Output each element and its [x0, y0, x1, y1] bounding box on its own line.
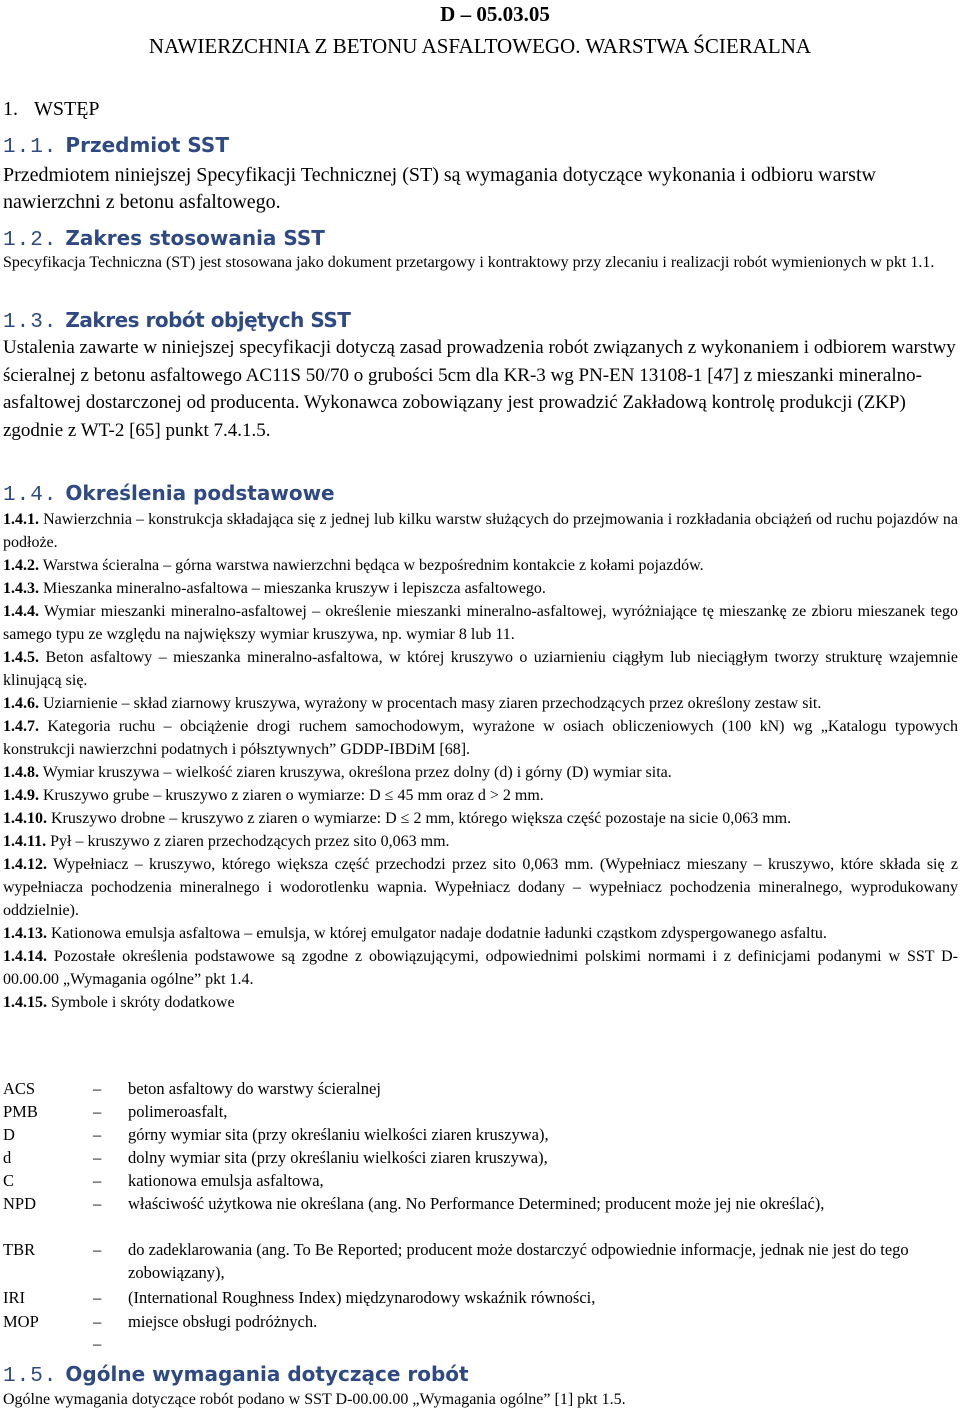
definition-text: Nawierzchnia – konstrukcja składająca się z jednej lub kilku warstw służących do przejmowania i rozkładania obciążeń od ruchu pojazdów na podłoże. [3, 511, 959, 551]
symbol-abbr: TBR [3, 1240, 36, 1259]
definition-text: Uziarnienie – skład ziarnowy kruszywa, wyrażony w procentach masy ziaren przechodzących przez określony zestaw sit. [43, 695, 822, 712]
symbol-desc: polimeroasfalt, [128, 1102, 228, 1121]
heading-1-3 [3, 306, 350, 337]
symbol-dash: – [93, 1102, 102, 1121]
definition-number: 1.4.3. [3, 580, 39, 597]
definition-item [3, 830, 958, 853]
definition-item [3, 577, 958, 600]
definition-text: Wypełniacz – kruszywo, którego większa część przechodzi przez sito 0,063 mm. (Wypełniacz mieszany – kruszywo, które składa się z wypełniacza pochodzenia mineralnego i wodorotlenku wapnia. Wypełniacz dodany – wypełniacz pochodzenia mineralnego, wyprodukowany oddzielnie). [3, 856, 958, 919]
definition-item [3, 945, 958, 991]
definitions-list [3, 508, 958, 1014]
definition-number: 1.4.14. [3, 948, 47, 965]
symbol-abbr: IRI [3, 1288, 25, 1307]
heading-1-5-number: 1.5. [3, 1365, 58, 1388]
symbol-abbr: NPD [3, 1194, 37, 1213]
heading-1-4 [3, 479, 335, 510]
symbol-desc: miejsce obsługi podróżnych. [128, 1312, 318, 1331]
definition-item [3, 761, 958, 784]
symbol-dash: – [93, 1288, 102, 1307]
symbol-desc: do zadeklarowania (ang. To Be Reported; producent może dostarczyć odpowiednie informacje, jednak nie jest do tego zobowiązany), [128, 1240, 909, 1282]
symbol-abbr: MOP [3, 1312, 39, 1331]
heading-1-1-number: 1.1. [3, 136, 58, 159]
heading-1-1 [3, 131, 229, 162]
definition-item [3, 715, 958, 761]
definition-text: Symbole i skróty dodatkowe [51, 994, 235, 1011]
symbol-dash: – [93, 1312, 102, 1331]
heading-1-3-title: Zakres robót objętych SST [65, 308, 351, 332]
definition-number: 1.4.11. [3, 833, 47, 850]
heading-1-2 [3, 224, 325, 255]
symbol-desc: beton asfaltowy do warstwy ścieralnej [128, 1079, 381, 1098]
definition-number: 1.4.7. [3, 718, 39, 735]
stray-dash: – [93, 1334, 102, 1353]
definition-text: Kationowa emulsja asfaltowa – emulsja, w której emulgator nadaje dodatnie ładunki cząstkom zdyspergowanego asfaltu. [51, 925, 827, 942]
definition-item [3, 922, 958, 945]
definition-number: 1.4.5. [3, 649, 39, 666]
definition-number: 1.4.12. [3, 856, 47, 873]
definition-item [3, 646, 958, 692]
definition-number: 1.4.8. [3, 764, 39, 781]
symbol-dash: – [93, 1079, 102, 1098]
section-1-title: WSTĘP [34, 98, 100, 120]
definition-item [3, 853, 958, 922]
symbol-abbr: C [3, 1171, 15, 1190]
definition-number: 1.4.6. [3, 695, 39, 712]
definition-item [3, 600, 958, 646]
definition-number: 1.4.10. [3, 810, 47, 827]
definition-item [3, 508, 958, 554]
definition-number: 1.4.9. [3, 787, 39, 804]
definition-item [3, 554, 958, 577]
symbol-dash: – [93, 1240, 102, 1259]
symbol-desc: górny wymiar sita (przy określaniu wielkości ziaren kruszywa), [128, 1125, 549, 1144]
paragraph-1-2: Specyfikacja Techniczna (ST) jest stosowana jako dokument przetargowy i kontraktowy przy zlecaniu i realizacji robót wymienionych w pkt 1.1. [3, 254, 935, 271]
definition-text: Kruszywo grube – kruszywo z ziaren o wymiarze: D ≤ 45 mm oraz d > 2 mm. [43, 787, 544, 804]
definition-text: Kategoria ruchu – obciążenie drogi ruchem samochodowym, wyrażone w osiach obliczeniowych (100 kN) wg „Katalogu typowych konstrukcji nawierzchni podatnych i półsztywnych” GDDP-IBDiM [68]. [3, 718, 959, 758]
definition-number: 1.4.2. [3, 557, 39, 574]
definition-item [3, 807, 958, 830]
section-1-number: 1. [3, 98, 18, 120]
definition-text: Wymiar kruszywa – wielkość ziaren kruszywa, określona przez dolny (d) i górny (D) wymiar sita. [42, 764, 672, 781]
definition-text: Kruszywo drobne – kruszywo z ziaren o wymiarze: D ≤ 2 mm, którego większa część pozostaje na sicie 0,063 mm. [51, 810, 792, 827]
definition-item [3, 692, 958, 715]
symbol-desc: (International Roughness Index) międzynarodowy wskaźnik równości, [128, 1288, 596, 1307]
definition-number: 1.4.13. [3, 925, 47, 942]
definition-item [3, 784, 958, 807]
definition-text: Pozostałe określenia podstawowe są zgodne z obowiązującymi, odpowiednimi polskimi normami i z definicjami podanymi w SST D-00.00.00 „Wymagania ogólne” pkt 1.4. [3, 948, 959, 988]
heading-1-2-number: 1.2. [3, 229, 58, 252]
paragraph-1-5: Ogólne wymagania dotyczące robót podano w SST D-00.00.00 „Wymagania ogólne” [1] pkt 1.5. [3, 1391, 626, 1408]
symbol-desc: właściwość użytkowa nie określana (ang. No Performance Determined; producent może jej nie określać), [128, 1194, 825, 1213]
heading-1-2-title: Zakres stosowania SST [65, 226, 325, 250]
symbol-abbr: PMB [3, 1102, 38, 1121]
symbol-dash: – [93, 1125, 102, 1144]
definition-item [3, 991, 958, 1014]
definition-text: Beton asfaltowy – mieszanka mineralno-asfaltowa, w której kruszywo o uziarnieniu ciągłym lub nieciągłym tworzy strukturę wzajemnie klinującą się. [3, 649, 959, 689]
spec-code: D – 05.03.05 [440, 2, 550, 26]
definition-number: 1.4.4. [3, 603, 39, 620]
section-1-heading [3, 96, 100, 122]
paragraph-1-3: Ustalenia zawarte w niniejszej specyfikacji dotyczą zasad prowadzenia robót związanych z wykonaniem i odbiorem warstwy ścieralnej z betonu asfaltowego AC11S 50/70 o grubości 5cm dla KR-3 wg PN-EN 13108-1 [47] z mieszanki mineralno-asfaltowej dostarczonej od producenta. Wykonawca zobowiązany jest prowadzić Zakładową kontrolę produkcji (ZKP) zgodnie z WT-2 [65] punkt 7.4.1.5. [3, 337, 956, 441]
heading-1-5-title: Ogólne wymagania dotyczące robót [65, 1362, 469, 1386]
heading-1-4-title: Określenia podstawowe [65, 481, 335, 505]
symbol-dash: – [93, 1171, 102, 1190]
definition-text: Pył – kruszywo z ziaren przechodzących przez sito 0,063 mm. [50, 833, 450, 850]
heading-1-1-title: Przedmiot SST [65, 133, 229, 157]
heading-1-4-number: 1.4. [3, 484, 58, 507]
heading-1-5 [3, 1360, 469, 1391]
symbol-abbr: d [3, 1148, 12, 1167]
paragraph-1-1: Przedmiotem niniejszej Specyfikacji Technicznej (ST) są wymagania dotyczące wykonania i odbioru warstw nawierzchni z betonu asfaltowego. [3, 164, 876, 213]
definition-text: Warstwa ścieralna – górna warstwa nawierzchni będąca w bezpośrednim kontakcie z kołami pojazdów. [42, 557, 704, 574]
definition-number: 1.4.1. [3, 511, 39, 528]
definition-number: 1.4.15. [3, 994, 47, 1011]
symbol-desc: kationowa emulsja asfaltowa, [128, 1171, 324, 1190]
symbol-abbr: ACS [3, 1079, 36, 1098]
symbol-dash: – [93, 1148, 102, 1167]
symbol-dash: – [93, 1194, 102, 1213]
heading-1-3-number: 1.3. [3, 311, 58, 334]
symbol-desc: dolny wymiar sita (przy określaniu wielkości ziaren kruszywa), [128, 1148, 548, 1167]
symbol-abbr: D [3, 1125, 15, 1144]
document-title: NAWIERZCHNIA Z BETONU ASFALTOWEGO. WARSTWA ŚCIERALNA [148, 34, 812, 58]
definition-text: Mieszanka mineralno-asfaltowa – mieszanka kruszyw i lepiszcza asfaltowego. [43, 580, 546, 597]
definition-text: Wymiar mieszanki mineralno-asfaltowej – określenie mieszanki mineralno-asfaltowej, wyróżniające tę mieszankę ze zbioru mieszanek tego samego typu ze względu na największy wymiar kruszywa, np. wymiar 8 lub 11. [3, 603, 958, 643]
